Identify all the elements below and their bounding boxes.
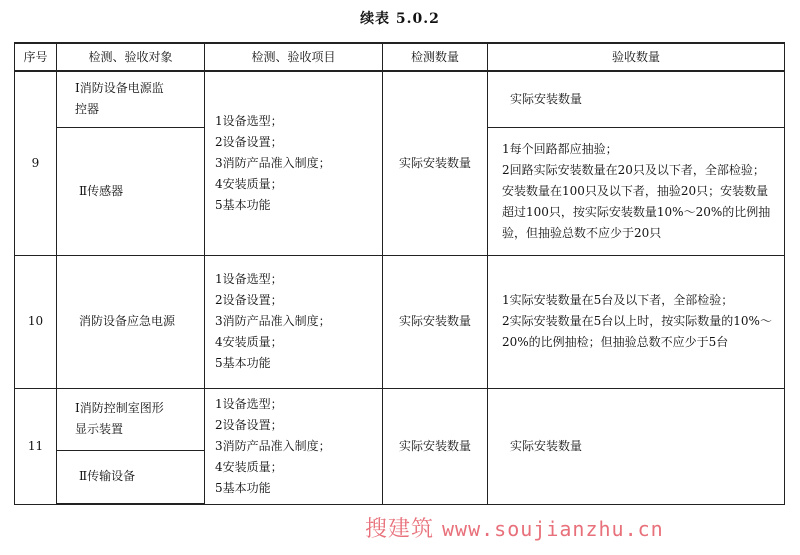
item-line: 4安装质量； (215, 459, 283, 474)
object-cell: Ⅱ传感器 (57, 127, 205, 255)
object-text-line: 控器 (75, 102, 100, 117)
object-cell (57, 71, 205, 127)
acceptance-paragraph: 2回路实际安装数量在20只及以下者，全部检验；安装数量在100只及以下者，抽验20只；安装数量超过100只，按实际安装数量10%～20%的比例抽验，但抽验总数不应少于20只 (502, 162, 771, 240)
items-cell (205, 388, 383, 504)
items-cell (205, 71, 383, 255)
table-row (15, 388, 785, 450)
acceptance-table (14, 42, 785, 505)
quantity-cell: 实际安装数量 (383, 71, 488, 255)
item-line: 3消防产品准入制度； (215, 155, 331, 170)
item-line: 2设备设置； (215, 417, 283, 432)
quantity-cell: 实际安装数量 (383, 388, 488, 504)
header-no: 序号 (15, 43, 57, 71)
item-line: 1设备选型； (215, 396, 283, 411)
acceptance-paragraph: 1实际安装数量在5台及以下者，全部检验； (502, 293, 734, 307)
table-row (15, 71, 785, 127)
item-line: 1设备选型； (215, 113, 283, 128)
item-line: 2设备设置； (215, 134, 283, 149)
item-line: 5基本功能 (215, 356, 271, 370)
object-cell (57, 388, 205, 450)
acceptance-paragraph: 2实际安装数量在5台以上时，按实际数量的10%～20%的比例抽检；但抽验总数不应少于5台 (502, 314, 772, 349)
item-line: 1设备选型； (215, 272, 283, 286)
item-line: 2设备设置； (215, 293, 283, 307)
watermark (365, 512, 664, 543)
watermark-url: www.soujianzhu.cn (442, 517, 664, 541)
acceptance-cell (488, 255, 785, 388)
acceptance-cell (488, 127, 785, 255)
header-object: 检测、验收对象 (57, 43, 205, 71)
acceptance-cell: 实际安装数量 (488, 388, 785, 504)
item-line: 3消防产品准入制度； (215, 314, 331, 328)
item-line: 5基本功能 (215, 197, 271, 212)
quantity-cell: 实际安装数量 (383, 255, 488, 388)
row-number: 10 (15, 255, 57, 388)
item-line: 3消防产品准入制度； (215, 438, 331, 453)
items-cell (205, 255, 383, 388)
object-text-line: Ⅰ消防控制室图形 (75, 401, 164, 415)
acceptance-paragraph: 1每个回路都应抽验； (502, 141, 618, 156)
header-acceptance: 验收数量 (488, 43, 785, 71)
acceptance-cell: 实际安装数量 (488, 71, 785, 127)
object-cell: 消防设备应急电源 (57, 255, 205, 388)
row-number: 11 (15, 388, 57, 504)
table-caption: 续表 5.0.2 (360, 11, 440, 27)
item-line: 4安装质量； (215, 176, 283, 191)
table-header-row (15, 43, 785, 71)
object-text-line: 显示装置 (75, 422, 124, 436)
object-text-line: Ⅰ消防设备电源监 (75, 81, 164, 96)
object-cell: Ⅱ传输设备 (57, 450, 205, 504)
header-quantity: 检测数量 (383, 43, 488, 71)
item-line: 4安装质量； (215, 335, 283, 349)
item-line: 5基本功能 (215, 480, 271, 495)
row-number: 9 (15, 71, 57, 255)
table-row (15, 255, 785, 388)
header-items: 检测、验收项目 (205, 43, 383, 71)
watermark-cn: 搜建筑 (365, 517, 435, 542)
